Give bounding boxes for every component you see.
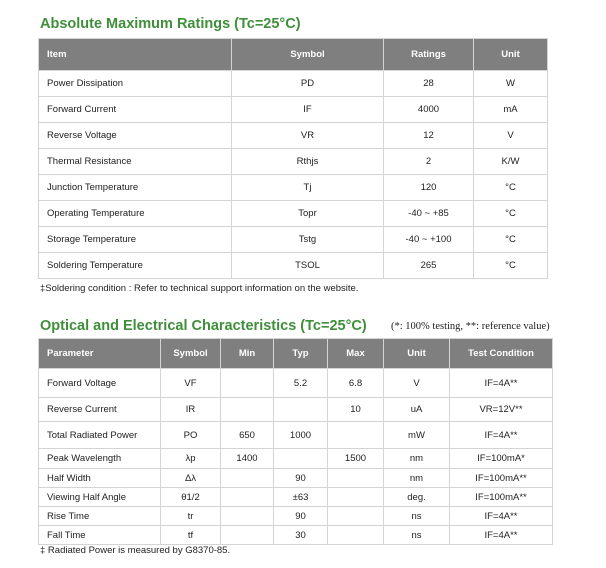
table-row — [39, 369, 553, 398]
symbol-cell: θ1/2 — [161, 488, 221, 507]
table-row — [39, 175, 548, 201]
typ-cell: 1000 — [274, 422, 328, 449]
min-cell — [221, 507, 274, 526]
rating-cell: 12 — [384, 123, 474, 149]
symbol-cell: Tj — [232, 175, 384, 201]
header-item: Item — [39, 39, 232, 71]
min-cell — [221, 398, 274, 422]
rating-cell: 120 — [384, 175, 474, 201]
header-test-condition: Test Condition — [450, 339, 553, 369]
item-cell: Power Dissipation — [39, 71, 232, 97]
unit-cell: °C — [474, 175, 548, 201]
symbol-cell: IF — [232, 97, 384, 123]
parameter-cell: Peak Wavelength — [39, 449, 161, 469]
min-cell: 650 — [221, 422, 274, 449]
test-condition-cell: IF=4A** — [450, 507, 553, 526]
symbol-cell: IR — [161, 398, 221, 422]
typ-cell: 5.2 — [274, 369, 328, 398]
unit-cell: V — [474, 123, 548, 149]
abs-max-footnote: ‡Soldering condition : Refer to technical support information on the website. — [40, 283, 359, 294]
item-cell: Reverse Voltage — [39, 123, 232, 149]
optical-table — [38, 338, 553, 545]
max-cell — [328, 422, 384, 449]
unit-cell: °C — [474, 227, 548, 253]
max-cell — [328, 469, 384, 488]
test-condition-cell: IF=100mA** — [450, 488, 553, 507]
abs-max-title: Absolute Maximum Ratings (Tc=25°C) — [40, 16, 301, 32]
table-row — [39, 71, 548, 97]
unit-cell: V — [384, 369, 450, 398]
abs-max-table — [38, 38, 548, 279]
test-condition-cell: VR=12V** — [450, 398, 553, 422]
typ-cell — [274, 398, 328, 422]
rating-cell: 28 — [384, 71, 474, 97]
max-cell: 10 — [328, 398, 384, 422]
rating-cell: 2 — [384, 149, 474, 175]
optical-footnote: ‡ Radiated Power is measured by G8370-85. — [40, 545, 231, 556]
typ-cell: 90 — [274, 469, 328, 488]
item-cell: Junction Temperature — [39, 175, 232, 201]
optical-testing-note: (*: 100% testing, **: reference value) — [391, 321, 550, 332]
min-cell — [221, 488, 274, 507]
table-row — [39, 149, 548, 175]
unit-cell: uA — [384, 398, 450, 422]
table-row — [39, 488, 553, 507]
rating-cell: 4000 — [384, 97, 474, 123]
symbol-cell: tf — [161, 526, 221, 545]
parameter-cell: Reverse Current — [39, 398, 161, 422]
parameter-cell: Viewing Half Angle — [39, 488, 161, 507]
min-cell — [221, 369, 274, 398]
typ-cell: ±63 — [274, 488, 328, 507]
rating-cell: -40 ~ +100 — [384, 227, 474, 253]
optical-header-row — [39, 339, 553, 369]
typ-cell: 30 — [274, 526, 328, 545]
table-row — [39, 97, 548, 123]
header-typ: Typ — [274, 339, 328, 369]
symbol-cell: PO — [161, 422, 221, 449]
symbol-cell: VR — [232, 123, 384, 149]
abs-max-header-row — [39, 39, 548, 71]
parameter-cell: Rise Time — [39, 507, 161, 526]
max-cell: 1500 — [328, 449, 384, 469]
unit-cell: mA — [474, 97, 548, 123]
unit-cell: mW — [384, 422, 450, 449]
parameter-cell: Total Radiated Power — [39, 422, 161, 449]
unit-cell: nm — [384, 449, 450, 469]
table-row — [39, 398, 553, 422]
min-cell — [221, 469, 274, 488]
table-row — [39, 469, 553, 488]
unit-cell: deg. — [384, 488, 450, 507]
unit-cell: ns — [384, 507, 450, 526]
table-row — [39, 449, 553, 469]
symbol-cell: Tstg — [232, 227, 384, 253]
max-cell — [328, 488, 384, 507]
item-cell: Thermal Resistance — [39, 149, 232, 175]
rating-cell: -40 ~ +85 — [384, 201, 474, 227]
rating-cell: 265 — [384, 253, 474, 279]
header-unit: Unit — [384, 339, 450, 369]
unit-cell: ns — [384, 526, 450, 545]
item-cell: Operating Temperature — [39, 201, 232, 227]
table-row — [39, 201, 548, 227]
table-row — [39, 526, 553, 545]
item-cell: Soldering Temperature — [39, 253, 232, 279]
parameter-cell: Fall Time — [39, 526, 161, 545]
header-unit: Unit — [474, 39, 548, 71]
unit-cell: °C — [474, 201, 548, 227]
symbol-cell: tr — [161, 507, 221, 526]
table-row — [39, 422, 553, 449]
unit-cell: W — [474, 71, 548, 97]
unit-cell: °C — [474, 253, 548, 279]
header-min: Min — [221, 339, 274, 369]
symbol-cell: Rthjs — [232, 149, 384, 175]
max-cell — [328, 507, 384, 526]
typ-cell: 90 — [274, 507, 328, 526]
table-row — [39, 227, 548, 253]
header-ratings: Ratings — [384, 39, 474, 71]
table-row — [39, 253, 548, 279]
parameter-cell: Forward Voltage — [39, 369, 161, 398]
test-condition-cell: IF=4A** — [450, 422, 553, 449]
min-cell: 1400 — [221, 449, 274, 469]
header-symbol: Symbol — [161, 339, 221, 369]
symbol-cell: λp — [161, 449, 221, 469]
min-cell — [221, 526, 274, 545]
header-parameter: Parameter — [39, 339, 161, 369]
symbol-cell: PD — [232, 71, 384, 97]
header-max: Max — [328, 339, 384, 369]
test-condition-cell: IF=4A** — [450, 526, 553, 545]
table-row — [39, 507, 553, 526]
optical-title: Optical and Electrical Characteristics (Tc=25°C) — [40, 318, 367, 334]
symbol-cell: TSOL — [232, 253, 384, 279]
unit-cell: K/W — [474, 149, 548, 175]
item-cell: Storage Temperature — [39, 227, 232, 253]
test-condition-cell: IF=100mA** — [450, 469, 553, 488]
max-cell — [328, 526, 384, 545]
test-condition-cell: IF=100mA* — [450, 449, 553, 469]
test-condition-cell: IF=4A** — [450, 369, 553, 398]
item-cell: Forward Current — [39, 97, 232, 123]
table-row — [39, 123, 548, 149]
typ-cell — [274, 449, 328, 469]
parameter-cell: Half Width — [39, 469, 161, 488]
header-symbol: Symbol — [232, 39, 384, 71]
symbol-cell: Topr — [232, 201, 384, 227]
unit-cell: nm — [384, 469, 450, 488]
symbol-cell: Δλ — [161, 469, 221, 488]
symbol-cell: VF — [161, 369, 221, 398]
max-cell: 6.8 — [328, 369, 384, 398]
